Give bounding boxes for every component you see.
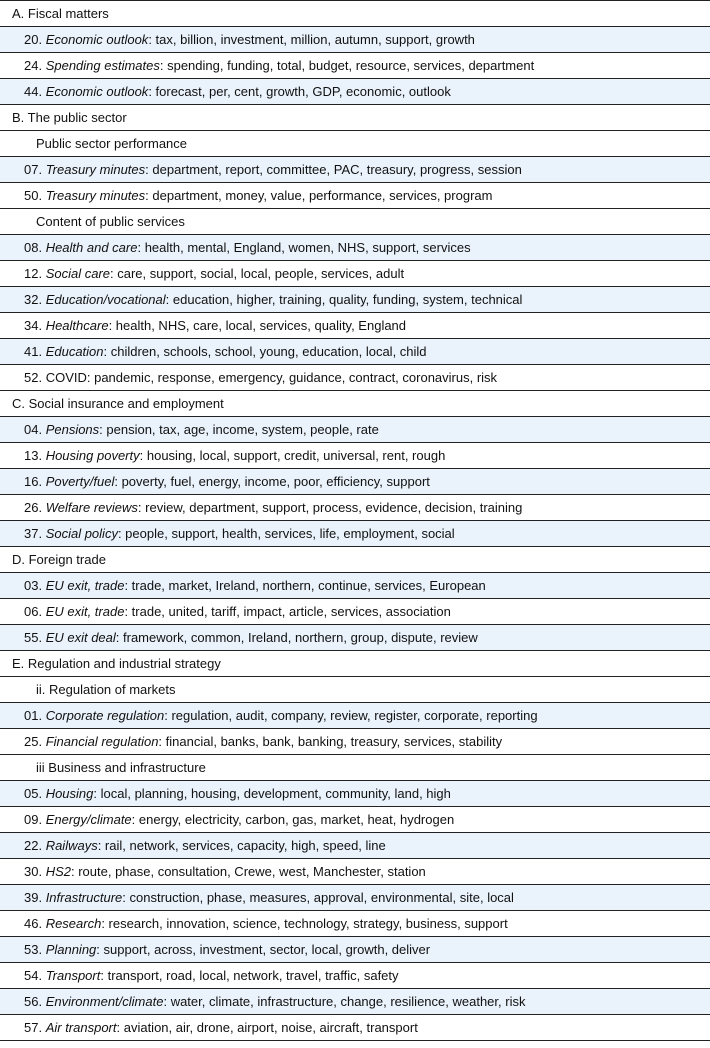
topic-title: Air transport <box>45 1020 117 1035</box>
topic-number: 03. <box>24 578 46 593</box>
topic-row <box>0 859 710 885</box>
subsection-heading <box>0 677 710 703</box>
topic-row <box>0 235 710 261</box>
section-heading <box>0 105 710 131</box>
topic-row <box>0 833 710 859</box>
topic-row <box>0 53 710 79</box>
topic-words: : framework, common, Ireland, northern, group, dispute, review <box>115 630 478 645</box>
topic-words: : financial, banks, bank, banking, treasury, services, stability <box>158 734 503 749</box>
section-title: A. Fiscal matters <box>12 6 109 21</box>
topic-words: : department, money, value, performance, services, program <box>145 188 493 203</box>
topic-words: : regulation, audit, company, review, register, corporate, reporting <box>164 708 538 723</box>
topic-row <box>0 885 710 911</box>
topic-title: Healthcare <box>45 318 109 333</box>
topic-number: 55. <box>24 630 46 645</box>
topic-row <box>0 729 710 755</box>
section-title: D. Foreign trade <box>12 552 106 567</box>
topic-words: : transport, road, local, network, travel, traffic, safety <box>100 968 399 983</box>
subsection-title: Content of public services <box>36 214 185 229</box>
topic-title: Health and care <box>45 240 138 255</box>
topic-number: 57. <box>24 1020 46 1035</box>
topic-row <box>0 573 710 599</box>
topic-title: Corporate regulation <box>45 708 165 723</box>
topic-title: Treasury minutes <box>45 188 146 203</box>
topic-title: Research <box>45 916 102 931</box>
topic-words: : aviation, air, drone, airport, noise, aircraft, transport <box>116 1020 418 1035</box>
topic-words: : trade, united, tariff, impact, article, services, association <box>124 604 451 619</box>
topic-row <box>0 1015 710 1041</box>
topic-words: : forecast, per, cent, growth, GDP, economic, outlook <box>148 84 451 99</box>
topic-title: Planning <box>45 942 97 957</box>
topic-words: : housing, local, support, credit, universal, rent, rough <box>139 448 446 463</box>
topic-words: : department, report, committee, PAC, treasury, progress, session <box>145 162 522 177</box>
topic-number: 16. <box>24 474 46 489</box>
topic-number: 41. <box>24 344 46 359</box>
subsection-title: Public sector performance <box>36 136 188 151</box>
topic-row <box>0 937 710 963</box>
topic-title: EU exit deal <box>45 630 116 645</box>
topic-row <box>0 287 710 313</box>
subsection-heading <box>0 131 710 157</box>
topic-row <box>0 157 710 183</box>
topic-number: 05. <box>24 786 46 801</box>
topic-row <box>0 261 710 287</box>
topic-row <box>0 625 710 651</box>
topic-words: : care, support, social, local, people, services, adult <box>110 266 405 281</box>
topic-title: Spending estimates <box>45 58 160 73</box>
topic-number: 07. <box>24 162 46 177</box>
topic-title: Housing <box>45 786 94 801</box>
topic-words: : education, higher, training, quality, funding, system, technical <box>165 292 523 307</box>
topic-number: 26. <box>24 500 46 515</box>
topic-number: 13. <box>24 448 46 463</box>
topic-words: : local, planning, housing, development, community, land, high <box>93 786 451 801</box>
topic-row <box>0 521 710 547</box>
topic-words: : tax, billion, investment, million, autumn, support, growth <box>148 32 475 47</box>
topic-words: : trade, market, Ireland, northern, continue, services, European <box>124 578 486 593</box>
topic-title: Economic outlook <box>45 32 149 47</box>
topic-number: 39. <box>24 890 46 905</box>
section-title: C. Social insurance and employment <box>12 396 224 411</box>
section-title: B. The public sector <box>12 110 127 125</box>
topic-words: : poverty, fuel, energy, income, poor, efficiency, support <box>114 474 430 489</box>
topic-row <box>0 417 710 443</box>
subsection-title: ii. Regulation of markets <box>36 682 176 697</box>
topic-title: Transport <box>45 968 101 983</box>
topic-number: 30. <box>24 864 46 879</box>
topic-title: Financial regulation <box>45 734 159 749</box>
topic-row <box>0 781 710 807</box>
topic-title: Pensions <box>45 422 100 437</box>
subsection-title: iii Business and infrastructure <box>36 760 206 775</box>
topic-number: 06. <box>24 604 46 619</box>
topic-row <box>0 703 710 729</box>
topic-words: : pension, tax, age, income, system, people, rate <box>99 422 379 437</box>
topic-title: Environment/climate <box>45 994 164 1009</box>
section-heading <box>0 651 710 677</box>
section-heading <box>0 391 710 417</box>
topic-row <box>0 469 710 495</box>
topic-title: Economic outlook <box>45 84 149 99</box>
topic-row <box>0 27 710 53</box>
topic-number: 09. <box>24 812 46 827</box>
topic-title: EU exit, trade <box>45 578 125 593</box>
topic-title: Education <box>45 344 104 359</box>
topic-number: 56. <box>24 994 46 1009</box>
topic-number: 52. <box>24 370 46 385</box>
topic-number: 34. <box>24 318 46 333</box>
section-title: E. Regulation and industrial strategy <box>12 656 221 671</box>
section-heading <box>0 1 710 27</box>
topic-row <box>0 989 710 1015</box>
topic-number: 32. <box>24 292 46 307</box>
topic-number: 08. <box>24 240 46 255</box>
topic-row <box>0 365 710 391</box>
topic-number: 53. <box>24 942 46 957</box>
topic-number: 46. <box>24 916 46 931</box>
topic-title: Welfare reviews <box>45 500 138 515</box>
topic-number: 37. <box>24 526 46 541</box>
topic-title: Treasury minutes <box>45 162 146 177</box>
topic-row <box>0 79 710 105</box>
topic-words: : route, phase, consultation, Crewe, west, Manchester, station <box>70 864 426 879</box>
topic-number: 04. <box>24 422 46 437</box>
topic-number: 25. <box>24 734 46 749</box>
topic-number: 20. <box>24 32 46 47</box>
topic-words: : health, mental, England, women, NHS, support, services <box>137 240 471 255</box>
topic-row <box>0 495 710 521</box>
topic-words: : support, across, investment, sector, local, growth, deliver <box>96 942 431 957</box>
topic-row <box>0 963 710 989</box>
topic-number: 12. <box>24 266 46 281</box>
topic-title: COVID <box>45 370 87 385</box>
topic-row <box>0 183 710 209</box>
topic-words: : pandemic, response, emergency, guidance, contract, coronavirus, risk <box>86 370 498 385</box>
topic-row <box>0 443 710 469</box>
topic-number: 54. <box>24 968 46 983</box>
topic-words: : review, department, support, process, evidence, decision, training <box>137 500 523 515</box>
topic-words: : water, climate, infrastructure, change, resilience, weather, risk <box>163 994 526 1009</box>
topic-title: Infrastructure <box>45 890 123 905</box>
topic-number: 01. <box>24 708 46 723</box>
topic-row <box>0 599 710 625</box>
topic-words: : people, support, health, services, life, employment, social <box>117 526 455 541</box>
topic-words: : health, NHS, care, local, services, quality, England <box>108 318 407 333</box>
topic-words: : children, schools, school, young, education, local, child <box>103 344 427 359</box>
topic-words: : spending, funding, total, budget, resource, services, department <box>159 58 535 73</box>
subsection-heading <box>0 755 710 781</box>
topic-row <box>0 911 710 937</box>
topic-row <box>0 807 710 833</box>
topic-words: : construction, phase, measures, approval, environmental, site, local <box>122 890 514 905</box>
topic-number: 24. <box>24 58 46 73</box>
topic-title: Social policy <box>45 526 118 541</box>
topic-words: : energy, electricity, carbon, gas, market, heat, hydrogen <box>131 812 455 827</box>
topic-title: HS2 <box>45 864 71 879</box>
topic-title: Energy/climate <box>45 812 132 827</box>
topic-words: : rail, network, services, capacity, high, speed, line <box>97 838 386 853</box>
topic-number: 50. <box>24 188 46 203</box>
topic-title: Railways <box>45 838 98 853</box>
topic-title: Education/vocational <box>45 292 166 307</box>
topic-title: Social care <box>45 266 110 281</box>
topic-title: Housing poverty <box>45 448 140 463</box>
topic-number: 44. <box>24 84 46 99</box>
topic-row <box>0 339 710 365</box>
topic-title: Poverty/fuel <box>45 474 115 489</box>
section-heading <box>0 547 710 573</box>
subsection-heading <box>0 209 710 235</box>
topic-row <box>0 313 710 339</box>
topic-number: 22. <box>24 838 46 853</box>
topic-words: : research, innovation, science, technology, strategy, business, support <box>101 916 508 931</box>
topic-title: EU exit, trade <box>45 604 125 619</box>
